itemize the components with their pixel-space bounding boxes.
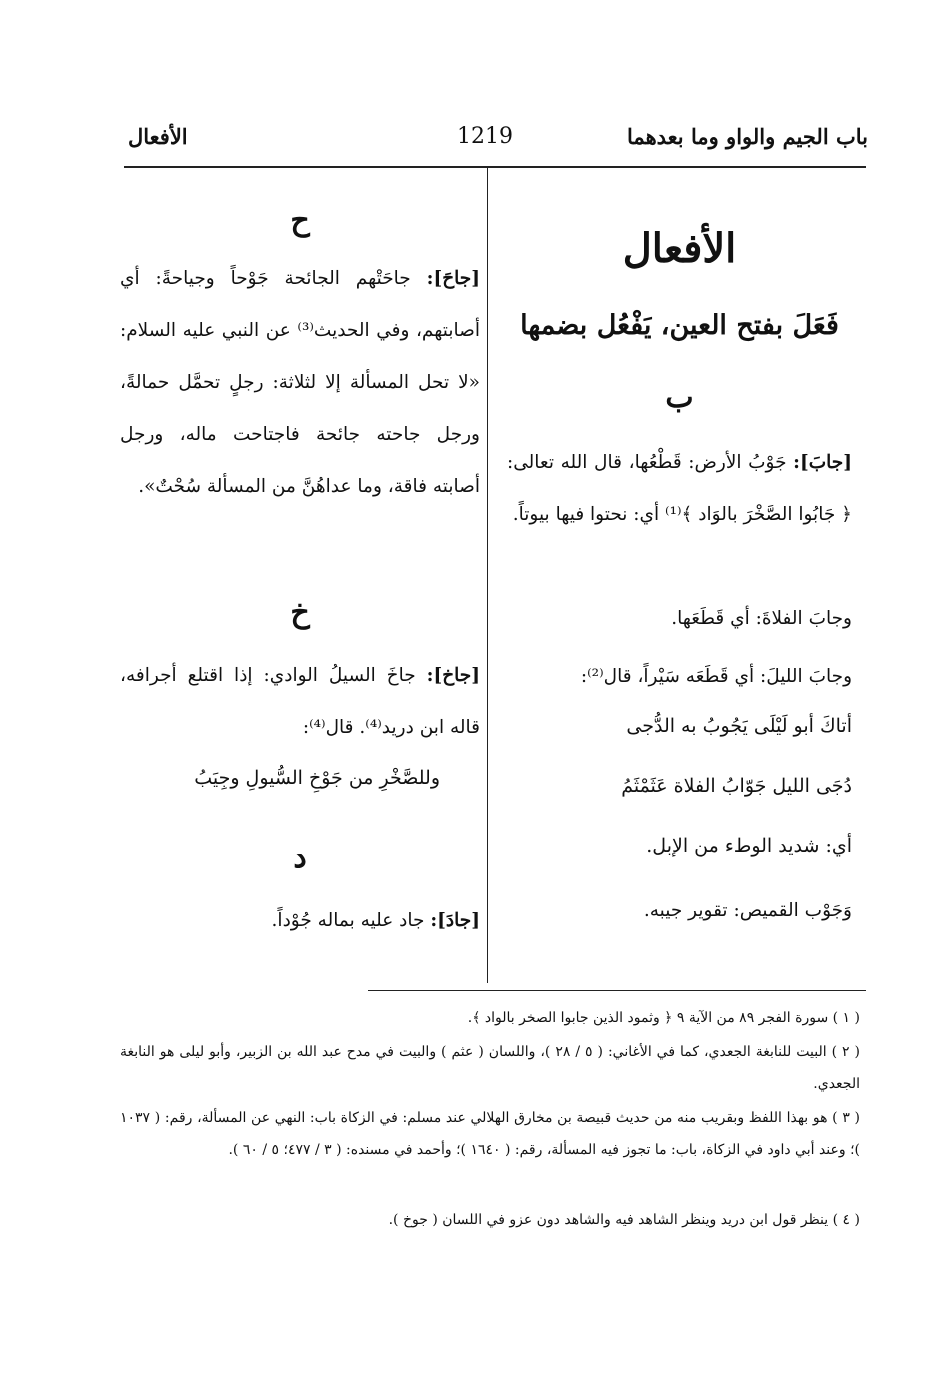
- line-falat: وجابَ الفلاةَ: أي قَطَعَها.: [671, 608, 852, 629]
- entry-text: جاحَتْهم الجائحة جَوْحاً وجياحةً: أي أصابتهم، وفي الحديث⁽³⁾ عن النبي عليه السلام: «لا تحل المسألة إلا لثلاثة: رجلٍ تحمَّل حمالةً، ورجل جاحته جائحة فاجتاحت ماله، ورجل أصابته فاقة، وما عداهُنَّ من المسألة سُحْتٌ».: [120, 268, 480, 497]
- column-divider: [487, 168, 488, 983]
- line-qamis: وَجَوْب القميص: تقوير جيبه.: [643, 900, 852, 921]
- page-title: الأفعال: [622, 225, 737, 272]
- entry-jab: [507, 437, 852, 541]
- verse-gloss: أي: شديد الوطء من الإبل.: [646, 835, 852, 857]
- page-number: 1219: [457, 124, 513, 149]
- line-layl: وجابَ الليلَ: أي قَطَعَه سَيْراً، قال⁽²⁾:: [580, 666, 852, 687]
- verse-line: وللصَّخْرِ من جَوْخِ السُّيولِ وجِيَبُ: [194, 767, 440, 789]
- entry-headword: [جادَ]:: [430, 910, 480, 931]
- letter-heading-dal: د: [293, 840, 307, 875]
- subtitle: فَعَلَ بفتح العين، يَفْعُل بضمها: [520, 310, 839, 341]
- entry-jad: [120, 895, 480, 947]
- entry-text: جَوْبُ الأرض: قَطْعُها، قال الله تعالى: ﴿ جَابُوا الصَّخْرَ بالوَاد ﴾⁽¹⁾ أي: نحتوا فيها بيوتاً.: [507, 452, 852, 525]
- chapter-header: باب الجيم والواو وما بعدهما: [627, 124, 868, 149]
- verse-line-2: دُجَى الليل جَوّابُ الفلاة عَثَمْثَمُ: [621, 775, 852, 797]
- footnote-2: ( ٢ ) البيت للنابغة الجعدي، كما في الأغاني: ( ٥ / ٢٨ )، واللسان ( عثم ) والبيت في مدح عبد الله بن الزبير، وأبو ليلى هو النابغة الجعدي.: [120, 1044, 860, 1092]
- letter-heading-ba: ب: [665, 380, 694, 415]
- letter-heading-kha: خ: [290, 595, 310, 630]
- footnote-1: ( ١ ) سورة الفجر ٨٩ من الآية ٩ ﴿ وثمود الذين جابوا الصخر بالواد ﴾.: [467, 1010, 860, 1026]
- header-rule: [124, 166, 866, 168]
- entry-text: جاد عليه بماله جُوْداً.: [271, 910, 425, 931]
- verse-line-1: أتاكَ أبو لَيْلَى يَجُوبُ به الدُّجى: [626, 715, 852, 737]
- footnote-3: ( ٣ ) هو بهذا اللفظ وبقريب منه من حديث قبيصة بن مخارق الهلالي عند مسلم: في الزكاة باب: النهي عن المسألة، رقم: ( ١٠٣٧ )؛ وعند أبي داود في الزكاة، باب: ما تجوز فيه المسألة، رقم: ( ١٦٤٠ )؛ وأحمد في مسنده: ( ٣ / ٤٧٧؛ ٥ / ٦٠ ).: [120, 1110, 860, 1158]
- entry-headword: [جاحَ]:: [426, 268, 480, 289]
- entry-headword: [جابَ]:: [793, 452, 852, 473]
- footnote-4: ( ٤ ) ينظر قول ابن دريد وينظر الشاهد فيه والشاهد دون عزو في اللسان ( جوخ ).: [388, 1212, 860, 1228]
- entry-jakh: [120, 650, 480, 754]
- letter-heading-ha: ح: [290, 203, 310, 238]
- entry-text: جاخَ السيلُ الوادي: إذا اقتلع أجرافه، قاله ابن دريد⁽⁴⁾. قال⁽⁴⁾:: [120, 665, 480, 738]
- entry-jah: [120, 253, 480, 513]
- entry-headword: [جاخ]:: [426, 665, 480, 686]
- footnote-rule: [368, 990, 866, 991]
- section-header: الأفعال: [128, 124, 188, 149]
